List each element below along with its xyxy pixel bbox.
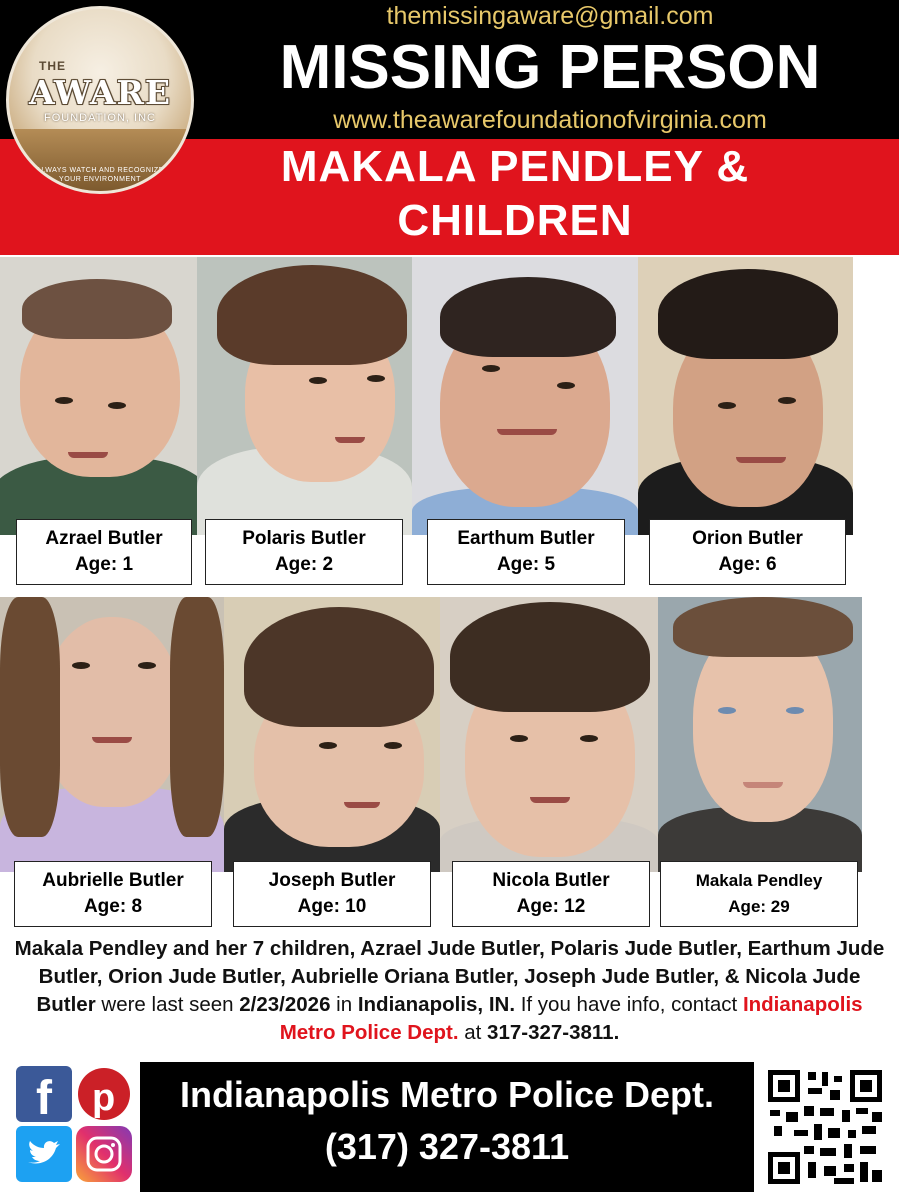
photo-eye — [72, 662, 90, 669]
person-card-earthum — [427, 519, 625, 585]
photo-mouth — [344, 802, 380, 808]
photo-hair — [22, 279, 172, 339]
description-text: at — [458, 1021, 488, 1044]
instagram-icon[interactable] — [76, 1126, 132, 1182]
last-seen-location: Indianapolis, IN. — [357, 993, 516, 1016]
missing-subject-title — [160, 140, 870, 248]
person-name: Makala Pendley — [695, 871, 823, 890]
photo-mouth — [530, 797, 570, 803]
description-text: in — [330, 993, 358, 1016]
photo-eye — [510, 735, 528, 742]
subject-line-2: CHILDREN — [397, 196, 633, 245]
photo-eye — [138, 662, 156, 669]
photo-earthum — [412, 257, 638, 535]
photo-eye — [55, 397, 73, 404]
photo-azrael — [0, 257, 197, 535]
description-text: If you have info, contact — [515, 993, 743, 1016]
facebook-icon[interactable] — [16, 1066, 72, 1122]
person-age: Age: 8 — [83, 896, 143, 917]
person-card-aubrielle — [14, 861, 212, 927]
photo-hair — [673, 597, 853, 657]
photo-mouth — [68, 452, 108, 458]
description-text: were last seen — [95, 993, 240, 1016]
subject-line-1: MAKALA PENDLEY & — [280, 142, 750, 191]
logo-tagline-line2: YOUR ENVIRONMENT — [59, 176, 141, 183]
logo-name-text: AWARE — [28, 73, 172, 112]
contact-email[interactable]: themissingaware@gmail.com — [386, 2, 714, 30]
person-name: Earthum Butler — [457, 528, 595, 549]
photo-face — [42, 617, 182, 807]
person-card-azrael — [16, 519, 192, 585]
case-description — [14, 935, 885, 1047]
person-card-polaris — [205, 519, 403, 585]
person-age: Age: 10 — [297, 896, 367, 917]
photo-orion — [638, 257, 853, 535]
photo-eye — [108, 402, 126, 409]
photo-mouth — [497, 429, 557, 435]
photo-hair — [170, 597, 224, 837]
person-name: Polaris Butler — [242, 528, 366, 549]
photo-eye — [778, 397, 796, 404]
person-age: Age: 12 — [516, 896, 586, 917]
person-age: Age: 29 — [728, 897, 790, 916]
page-title: MISSING PERSON — [279, 33, 821, 102]
photo-eye — [482, 365, 500, 372]
person-name: Azrael Butler — [45, 528, 163, 549]
photo-eye — [786, 707, 804, 714]
photo-eye — [319, 742, 337, 749]
photo-aubrielle — [0, 597, 224, 872]
contact-phone[interactable]: (317) 327-3811 — [324, 1126, 570, 1167]
photo-eye — [718, 402, 736, 409]
description-names: Makala Pendley and her 7 children, Azrael Jude Butler, Polaris Jude Butler, Earthum Jude Butler, Orion Jude Butler, Aubrielle Oriana Butler, Joseph Jude Butler, & Nicola Jude Butler — [14, 937, 885, 1016]
photo-hair — [217, 265, 407, 365]
person-name: Orion Butler — [692, 528, 803, 549]
person-name: Nicola Butler — [492, 870, 610, 891]
twitter-icon[interactable] — [16, 1126, 72, 1182]
photo-eye — [384, 742, 402, 749]
photo-hair — [244, 607, 434, 727]
photo-makala — [658, 597, 862, 872]
logo-tagline-line1: ALWAYS WATCH AND RECOGNIZE — [36, 167, 164, 174]
person-name: Aubrielle Butler — [42, 870, 184, 891]
photo-mouth — [335, 437, 365, 443]
person-age: Age: 6 — [718, 554, 777, 575]
person-card-orion — [649, 519, 846, 585]
person-name: Joseph Butler — [268, 870, 396, 891]
person-age: Age: 5 — [496, 554, 556, 575]
contact-agency: Indianapolis Metro Police Dept. — [179, 1074, 715, 1115]
qr-code-icon[interactable] — [764, 1066, 886, 1188]
photo-joseph — [224, 597, 440, 872]
person-age: Age: 1 — [74, 554, 134, 575]
photo-hair — [440, 277, 616, 357]
logo-the-text: THE — [39, 59, 66, 73]
svg-text:p: p — [92, 1077, 116, 1119]
pinterest-icon[interactable] — [76, 1066, 132, 1122]
photo-hair — [0, 597, 60, 837]
photo-polaris — [197, 257, 412, 535]
contact-agency-highlight: Indianapolis Metro Police Dept. — [279, 993, 863, 1044]
photo-eye — [309, 377, 327, 384]
person-age: Age: 2 — [274, 554, 334, 575]
photo-eye — [557, 382, 575, 389]
photo-mouth — [736, 457, 786, 463]
photo-mouth — [743, 782, 783, 788]
photo-eye — [367, 375, 385, 382]
photo-eye — [580, 735, 598, 742]
photo-mouth — [92, 737, 132, 743]
person-card-nicola — [452, 861, 650, 927]
photo-eye — [718, 707, 736, 714]
contact-bar — [140, 1062, 754, 1192]
person-card-joseph — [233, 861, 431, 927]
website-link[interactable]: www.theawarefoundationofvirginia.com — [333, 106, 767, 134]
photo-hair — [450, 602, 650, 712]
contact-phone-inline: 317-327-3811. — [487, 1021, 620, 1044]
person-card-makala — [660, 861, 858, 927]
logo-foundation-text: FOUNDATION, INC — [44, 112, 156, 124]
svg-text:f: f — [36, 1072, 52, 1122]
photo-nicola — [440, 597, 658, 872]
photo-hair — [658, 269, 838, 359]
last-seen-date: 2/23/2026 — [239, 993, 331, 1016]
